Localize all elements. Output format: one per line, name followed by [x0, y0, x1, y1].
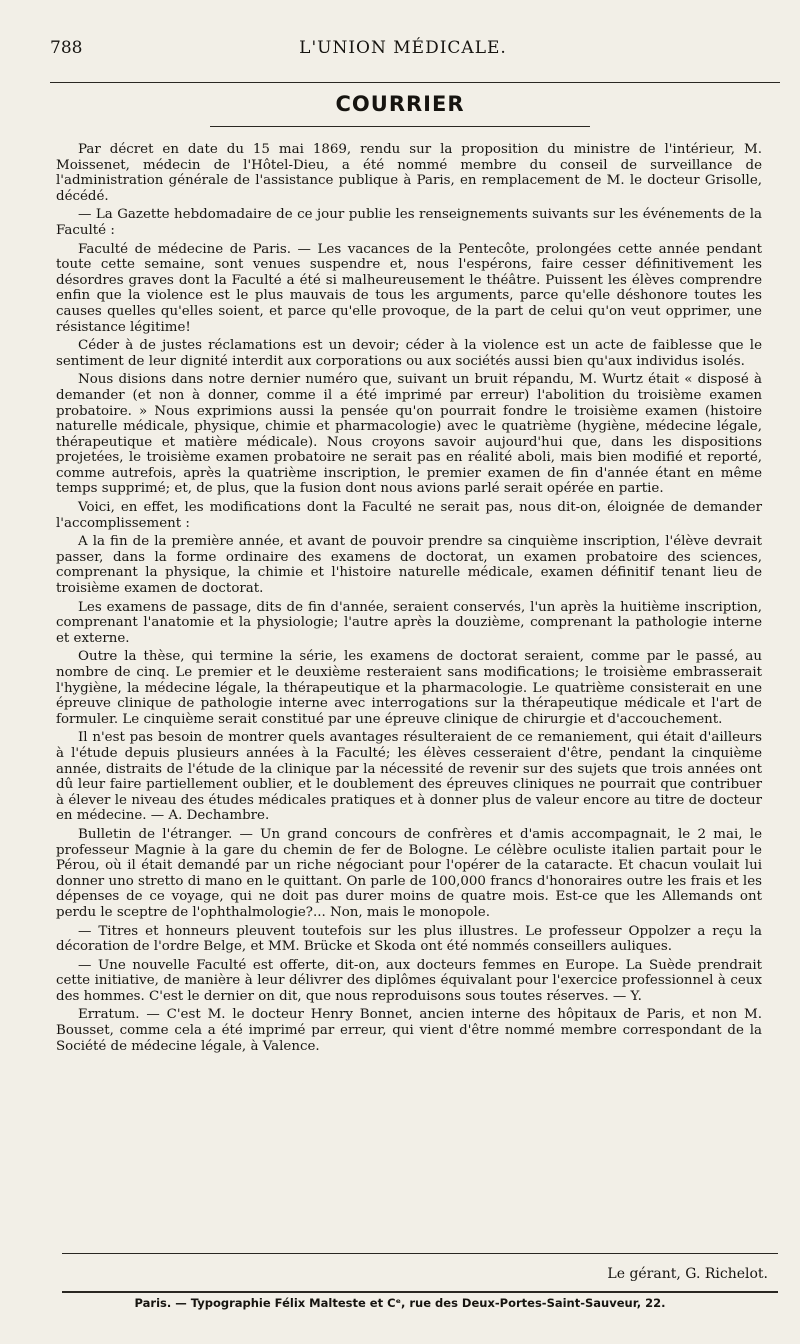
page-number: 788: [50, 38, 83, 58]
printer-imprint: Paris. — Typographie Félix Malteste et Cᵉ, rue des Deux-Portes-Saint-Sauveur, 22.: [134, 1296, 666, 1310]
page-header: [50, 38, 756, 68]
paragraph-nous-disions: Nous disions dans notre dernier numéro que, suivant un bruit répandu, M. Wurtz était « disposé à demander (et non à donner, comme il a été imprimé par erreur) l'abolition du troisième examen probatoire. » Nous exprimions aussi la pensée qu'on pourrait fondre le troisième examen (histoire naturelle médicale, physique, chimie et pharmacologie) avec le quatrième (hygiène, médecine légale, thérapeutique et matière médicale). Nous croyons savoir aujourd'hui que, dans les dispositions projetées, le troisième examen probatoire ne serait pas en réalité aboli, mais bien modifié et reporté, comme autrefois, après la quatrième inscription, le premier examen de fin d'année étant en même temps supprimé; et, de plus, que la fusion dont nous avions parlé serait opérée en partie.: [56, 372, 762, 497]
paragraph-faculte: Faculté de médecine de Paris. — Les vacances de la Pentecôte, prolongées cette année pendant toute cette semaine, sont venues suspendre et, nous l'espérons, faire cesser définitivement les désordres graves dont la Faculté a été si malheureusement le théâtre. Puissent les élèves comprendre enfin que la violence est le plus mauvais de tous les arguments, parce qu'elle déshonore toutes les causes quelles qu'elles soient, et parce qu'elle provoque, de la part de celui qu'on veut opprimer, une résistance légitime!: [56, 241, 762, 335]
gerant-signature: Le gérant, G. Richelot.: [607, 1266, 768, 1282]
article-body: [56, 142, 762, 1057]
paragraph-titres-honneurs: — Titres et honneurs pleuvent toutefois sur les plus illustres. Le professeur Oppolzer a reçu la décoration de l'ordre Belge, et MM. Brücke et Skoda ont été nommés conseillers auliques.: [56, 923, 762, 955]
header-rule: [50, 82, 780, 83]
paragraph-erratum: Erratum. — C'est M. le docteur Henry Bonnet, ancien interne des hôpitaux de Paris, et non M. Bousset, comme cela a été imprimé par erreur, qui vient d'être nommé membre correspondant de la Société de médecine légale, à Valence.: [56, 1007, 762, 1054]
closing-rule: [62, 1253, 778, 1254]
paragraph-examens-passage: Les examens de passage, dits de fin d'année, seraient conservés, l'un après la huitième inscription, comprenant l'anatomie et la physiologie; l'autre après la douzième, comprenant la pathologie interne et externe.: [56, 599, 762, 646]
paragraph-decree: Par décret en date du 15 mai 1869, rendu sur la proposition du ministre de l'intérieur, M. Moissenet, médecin de l'Hôtel-Dieu, a été nommé membre du conseil de surveillance de l'administration générale de l'assistance publique à Paris, en remplacement de M. le docteur Grisolle, décédé.: [56, 142, 762, 204]
section-title: COURRIER: [335, 92, 465, 116]
paragraph-avantages: Il n'est pas besoin de montrer quels avantages résulteraient de ce remaniement, qui était d'ailleurs à l'étude depuis plusieurs années à la Faculté; les élèves cesseraient d'être, pendant la cinquième année, distraits de l'étude de la clinique par la nécessité de revenir sur des sujets que trois années ont dû leur faire partiellement oublier, et le doublement des épreuves cliniques ne pourrait que contribuer à élever le niveau des études médicales pratiques et à donner plus de valeur encore au titre de docteur en médecine. — A. Dechambre.: [56, 730, 762, 824]
paragraph-ceder: Céder à de justes réclamations est un devoir; céder à la violence est un acte de faiblesse que le sentiment de leur dignité interdit aux corporations ou aux sociétés aussi bien qu'aux individus isolés.: [56, 338, 762, 369]
footer-rule: [62, 1291, 778, 1293]
title-rule: [210, 126, 590, 127]
paragraph-premiere-annee: A la fin de la première année, et avant de pouvoir prendre sa cinquième inscription, l'élève devrait passer, dans la forme ordinaire des examens de doctorat, un examen probatoire des sciences, comprenant la physique, la chimie et l'histoire naturelle médicale, examen définitif tenant lieu de troisième examen de doctorat.: [56, 534, 762, 597]
paragraph-bulletin-etranger: Bulletin de l'étranger. — Un grand concours de confrères et d'amis accompagnait, le 2 mai, le professeur Magnie à la gare du chemin de fer de Bologne. Le célèbre oculiste italien partait pour le Pérou, où il était demandé par un riche négociant pour l'opérer de la cataracte. Et chacun voulait lui donner uno stretto di mano en le quittant. On parle de 100,000 francs d'honoraires outre les frais et les dépenses de ce voyage, qui ne doit pas durer moins de quatre mois. Est-ce que les Allemands ont perdu le sceptre de l'ophthalmologie?... Non, mais le monopole.: [56, 826, 762, 920]
running-title: L'UNION MÉDICALE.: [299, 38, 507, 58]
paragraph-outre-these: Outre la thèse, qui termine la série, les examens de doctorat seraient, comme par le passé, au nombre de cinq. Le premier et le deuxième resteraient sans modifications; le troisième embrasserait l'hygiène, la médecine légale, la thérapeutique et la pharmacologie. Le quatrième consisterait en une épreuve clinique de pathologie interne avec interrogations sur la thérapeutique médicale et l'art de formuler. Le cinquième serait constitué par une épreuve clinique de chirurgie et d'accouchement.: [56, 649, 762, 727]
paragraph-voici: Voici, en effet, les modifications dont la Faculté ne serait pas, nous dit-on, éloignée de demander l'accomplissement :: [56, 500, 762, 531]
paragraph-gazette: — La Gazette hebdomadaire de ce jour publie les renseignements suivants sur les événements de la Faculté :: [56, 207, 762, 238]
paragraph-nouvelle-faculte: — Une nouvelle Faculté est offerte, dit-on, aux docteurs femmes en Europe. La Suède prendrait cette initiative, de manière à leur délivrer des diplômes équivalant pour l'exercice professionnel à ceux des hommes. C'est le dernier on dit, que nous reproduisons sous toutes réserves. — Y.: [56, 957, 762, 1004]
